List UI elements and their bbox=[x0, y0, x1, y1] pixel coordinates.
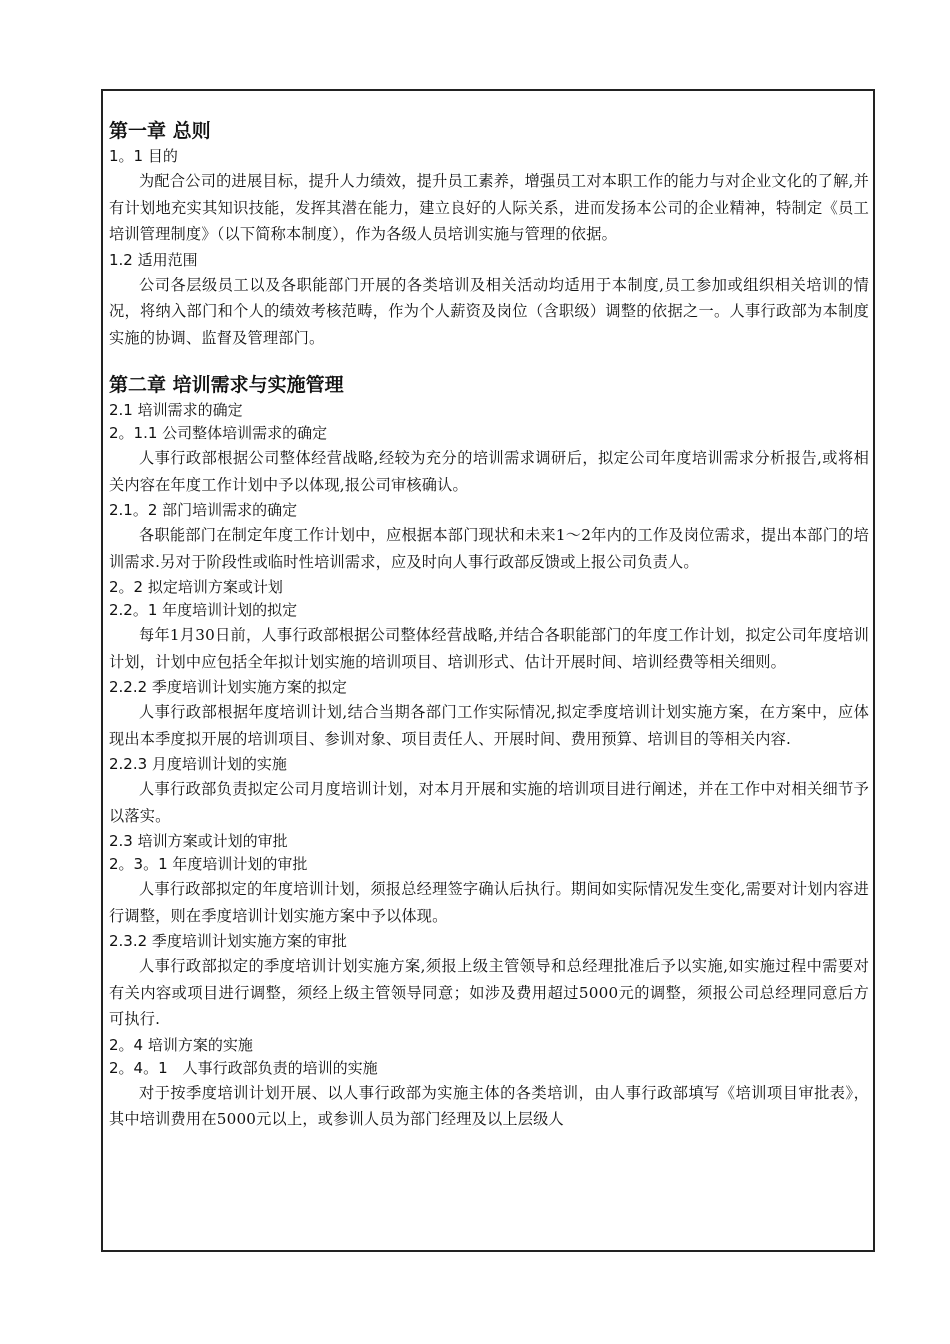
section-1-2-text: 公司各层级员工以及各职能部门开展的各类培训及相关活动均适用于本制度,员工参加或组织相关培训的情况，将纳入部门和个人的绩效考核范畴，作为个人薪资及岗位（含职级）调整的依据之一。人事行政部为本制度实施的协调、监督及管理部门。 bbox=[109, 275, 869, 347]
section-2-1-2-heading: 2.1。2 部门培训需求的确定 bbox=[109, 501, 298, 519]
section-2-2-2-text: 人事行政部根据年度培训计划,结合当期各部门工作实际情况,拟定季度培训计划实施方案，在方案中，应体现出本季度拟开展的培训项目、参训对象、项目责任人、开展时间、费用预算、培训目的等相关内容. bbox=[109, 703, 869, 748]
section-2-2-2-heading: 2.2.2 季度培训计划实施方案的拟定 bbox=[109, 678, 347, 696]
section-2-3-2-heading: 2.3.2 季度培训计划实施方案的审批 bbox=[109, 932, 347, 950]
section-2-2-1-heading: 2.2。1 年度培训计划的拟定 bbox=[109, 601, 298, 619]
section-2-2-1-text: 每年1月30日前，人事行政部根据公司整体经营战略,并结合各职能部门的年度工作计划，拟定公司年度培训计划，计划中应包括全年拟计划实施的培训项目、培训形式、估计开展时间、培训经费等相关细则。 bbox=[109, 626, 869, 671]
document-frame bbox=[101, 89, 875, 1252]
section-2-4-1-text: 对于按季度培训计划开展、以人事行政部为实施主体的各类培训，由人事行政部填写《培训项目审批表》，其中培训费用在5000元以上，或参训人员为部门经理及以上层级人 bbox=[109, 1083, 869, 1128]
section-2-3-1-text: 人事行政部拟定的年度培训计划，须报总经理签字确认后执行。期间如实际情况发生变化,需要对计划内容进行调整，则在季度培训计划实施方案中予以体现。 bbox=[109, 880, 869, 925]
section-2-2-3-text: 人事行政部负责拟定公司月度培训计划，对本月开展和实施的培训项目进行阐述，并在工作中对相关细节予以落实。 bbox=[109, 780, 869, 825]
section-1-1-heading: 1。1 目的 bbox=[109, 147, 178, 165]
section-2-4-heading: 2。4 培训方案的实施 bbox=[109, 1035, 253, 1054]
section-2-3-heading: 2.3 培训方案或计划的审批 bbox=[109, 832, 288, 850]
section-1-2-heading: 1.2 适用范围 bbox=[109, 250, 198, 269]
section-2-2-3-heading: 2.2.3 月度培训计划的实施 bbox=[109, 755, 287, 773]
section-2-1-1-heading: 2。1.1 公司整体培训需求的确定 bbox=[109, 424, 328, 442]
section-2-3-2-text: 人事行政部拟定的季度培训计划实施方案,须报上级主管领导和总经理批准后予以实施,如实施过程中需要对有关内容或项目进行调整，须经上级主管领导同意；如涉及费用超过5000元的调整，须报公司总经理同意后方可执行. bbox=[109, 957, 869, 1028]
section-2-3-1-heading: 2。3。1 年度培训计划的审批 bbox=[109, 855, 308, 873]
section-2-1-2-text: 各职能部门在制定年度工作计划中，应根据本部门现状和未来1～2年内的工作及岗位需求，提出本部门的培训需求.另对于阶段性或临时性培训需求，应及时向人事行政部反馈或上报公司负责人。 bbox=[109, 526, 869, 571]
section-2-4-1-heading: 2。4。1 人事行政部负责的培训的实施 bbox=[109, 1058, 378, 1077]
section-2-1-heading: 2.1 培训需求的确定 bbox=[109, 401, 243, 419]
section-2-1-1-text: 人事行政部根据公司整体经营战略,经较为充分的培训需求调研后，拟定公司年度培训需求分析报告,或将相关内容在年度工作计划中予以体现,报公司审核确认。 bbox=[109, 449, 869, 494]
document-content bbox=[109, 117, 869, 1134]
section-2-2-heading: 2。2 拟定培训方案或计划 bbox=[109, 578, 283, 596]
section-1-1-text: 为配合公司的进展目标，提升人力绩效，提升员工素养，增强员工对本职工作的能力与对企业文化的了解,并有计划地充实其知识技能，发挥其潜在能力，建立良好的人际关系，进而发扬本公司的企业精神，特制定《员工培训管理制度》（以下简称本制度），作为各级人员培训实施与管理的依据。 bbox=[109, 172, 869, 243]
chapter-2-title: 第二章 培训需求与实施管理 bbox=[109, 374, 344, 396]
chapter-1-title: 第一章 总则 bbox=[109, 120, 211, 142]
